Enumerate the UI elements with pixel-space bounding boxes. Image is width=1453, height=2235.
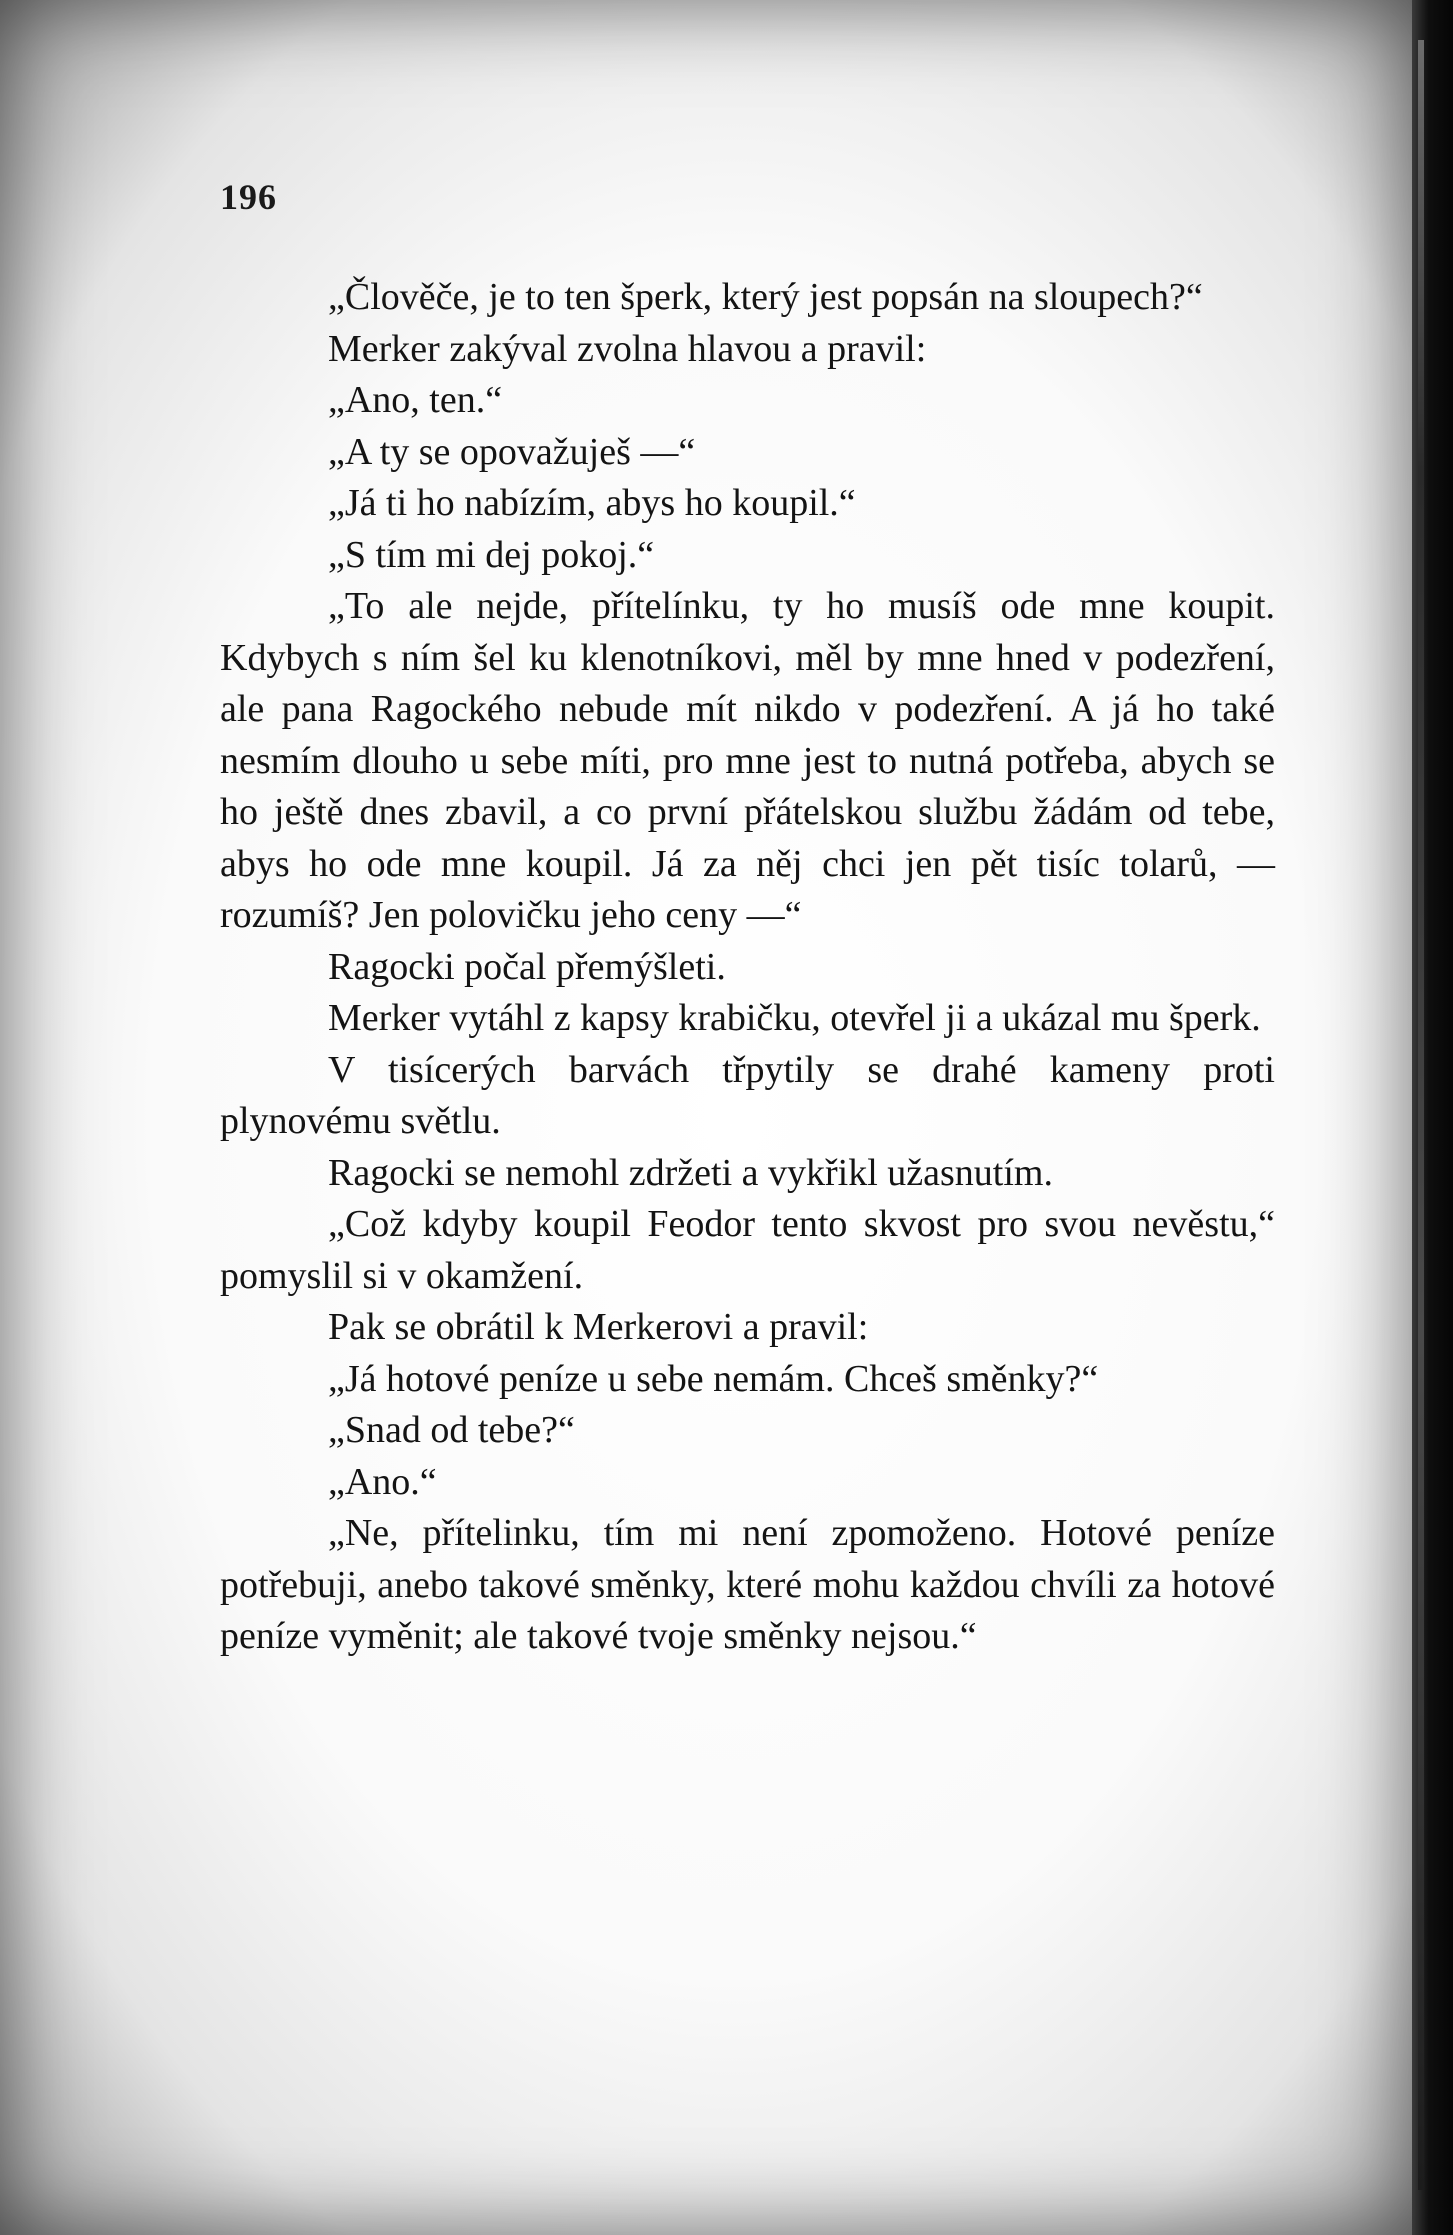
paragraph: „Já ti ho nabízím, abys ho koupil.“	[328, 482, 856, 524]
paragraph: „Snad od tebe?“	[328, 1409, 575, 1451]
paragraph: „S tím mi dej pokoj.“	[328, 533, 655, 576]
page-number: 196	[220, 177, 277, 217]
paragraph: „Ano.“	[328, 1460, 437, 1503]
paragraph: „Já hotové peníze u sebe nemám. Chceš směnky?“	[328, 1357, 1099, 1400]
paragraph: „A ty se opovažuješ —“	[328, 430, 696, 473]
paragraph: „Ne, přítelinku, tím mi není zpomoženo. Hotové peníze potřebuji, anebo takové směnky, které mohu každou chvíli za hotové peníze vyměnit; ale takové tvoje směnky nejsou.“	[220, 1512, 1275, 1657]
book-spine-edge	[1418, 40, 1424, 2190]
paragraph: Merker vytáhl z kapsy krabičku, otevřel ji a ukázal mu šperk.	[328, 997, 1261, 1039]
paragraph: V tisícerých barvách třpytily se drahé kameny proti plynovému světlu.	[220, 1048, 1275, 1142]
paragraph: Merker zakýval zvolna hlavou a pravil:	[328, 327, 927, 370]
paragraph: „Člověče, je to ten šperk, který jest popsán na sloupech?“	[328, 276, 1203, 318]
paragraph: „To ale nejde, přítelínku, ty ho musíš ode mne koupit. Kdybych s ním šel ku klenotníkovi, měl by mne hned v podezření, ale pana Ragockého nebude mít nikdo v podezření. A já ho také nesmím dlouho u sebe míti, pro mne jest to nutná potřeba, abych se ho ještě dnes zbavil, a co první přátelskou službu žádám od tebe, abys ho ode mne koupil. Já za něj chci jen pět tisíc tolarů, — rozumíš? Jen polovičku jeho ceny —“	[220, 585, 1275, 936]
paragraph: Ragocki se nemohl zdržeti a vykřikl užasnutím.	[328, 1151, 1053, 1194]
body-text	[220, 272, 1275, 1663]
paragraph: „Ano, ten.“	[328, 379, 503, 421]
paragraph: Pak se obrátil k Merkerovi a pravil:	[328, 1306, 869, 1348]
paragraph: Ragocki počal přemýšleti.	[328, 945, 726, 988]
paragraph: „Což kdyby koupil Feodor tento skvost pro svou nevěstu,“ pomyslil si v okamžení.	[220, 1203, 1275, 1297]
